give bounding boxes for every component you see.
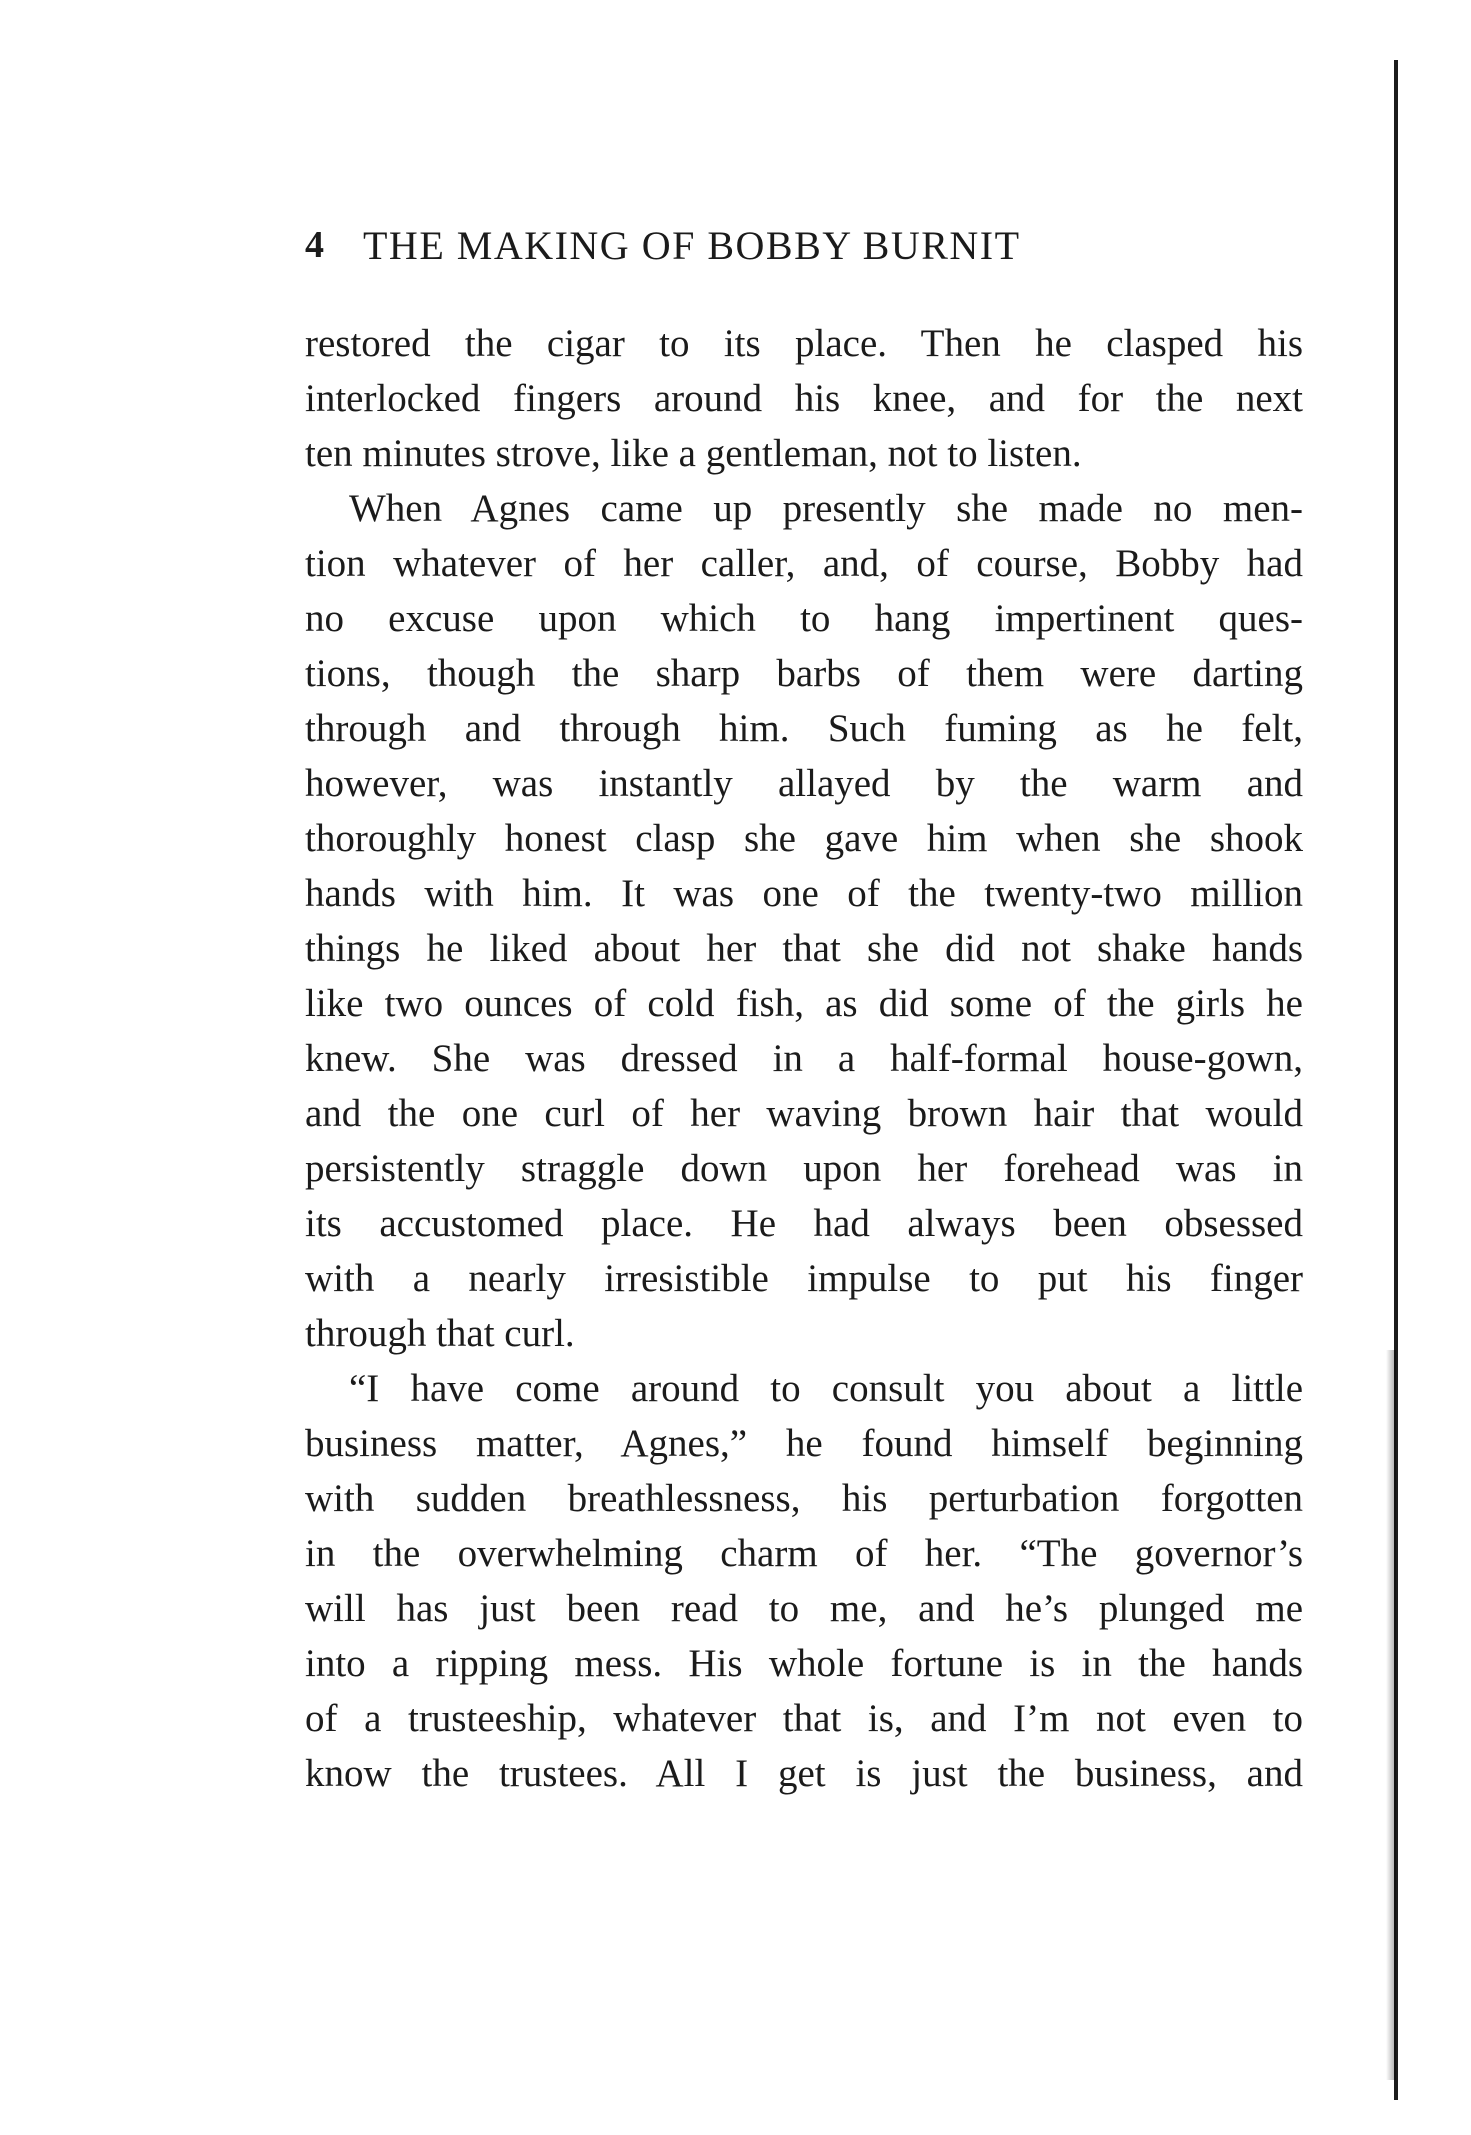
text-line: knew. She was dressed in a half-formal house-gown, [305,1037,1303,1080]
paragraph-first-line: “I have come around to consult you about a little [349,1367,1303,1410]
running-title: THE MAKING OF BOBBY BURNIT [363,222,1021,268]
text-line: will has just been read to me, and he’s plunged me [305,1587,1303,1630]
text-line: things he liked about her that she did not shake hands [305,927,1303,970]
text-line: thoroughly honest clasp she gave him when she shook [305,817,1303,860]
text-line: into a ripping mess. His whole fortune is in the hands [305,1642,1303,1685]
text-line: no excuse upon which to hang impertinent ques- [305,597,1303,640]
text-line: persistently straggle down upon her forehead was in [305,1147,1303,1190]
body-text [305,316,1303,1801]
paragraph-first-line: When Agnes came up presently she made no men- [349,487,1303,530]
text-line: and the one curl of her waving brown hair that would [305,1092,1303,1135]
text-line: tions, though the sharp barbs of them were darting [305,652,1303,695]
text-line: interlocked fingers around his knee, and for the next [305,377,1303,420]
text-line: in the overwhelming charm of her. “The governor’s [305,1532,1303,1575]
text-line: however, was instantly allayed by the warm and [305,762,1303,805]
text-line: ten minutes strove, like a gentleman, not to listen. [305,432,1082,475]
text-line: business matter, Agnes,” he found himself beginning [305,1422,1303,1465]
text-line: of a trusteeship, whatever that is, and I’m not even to [305,1697,1303,1740]
text-line: its accustomed place. He had always been obsessed [305,1202,1303,1245]
text-line: with a nearly irresistible impulse to put his finger [305,1257,1303,1300]
text-line: through that curl. [305,1312,575,1355]
running-head [305,220,1225,270]
text-line: through and through him. Such fuming as he felt, [305,707,1303,750]
text-line: know the trustees. All I get is just the business, and [305,1752,1303,1795]
page-edge-shadow [1386,1350,1396,2080]
text-line: hands with him. It was one of the twenty-two million [305,872,1303,915]
text-line: with sudden breathlessness, his perturbation forgotten [305,1477,1303,1520]
page-number: 4 [305,224,325,266]
text-line: like two ounces of cold fish, as did some of the girls he [305,982,1303,1025]
text-line: restored the cigar to its place. Then he clasped his [305,322,1303,365]
text-line: tion whatever of her caller, and, of course, Bobby had [305,542,1303,585]
